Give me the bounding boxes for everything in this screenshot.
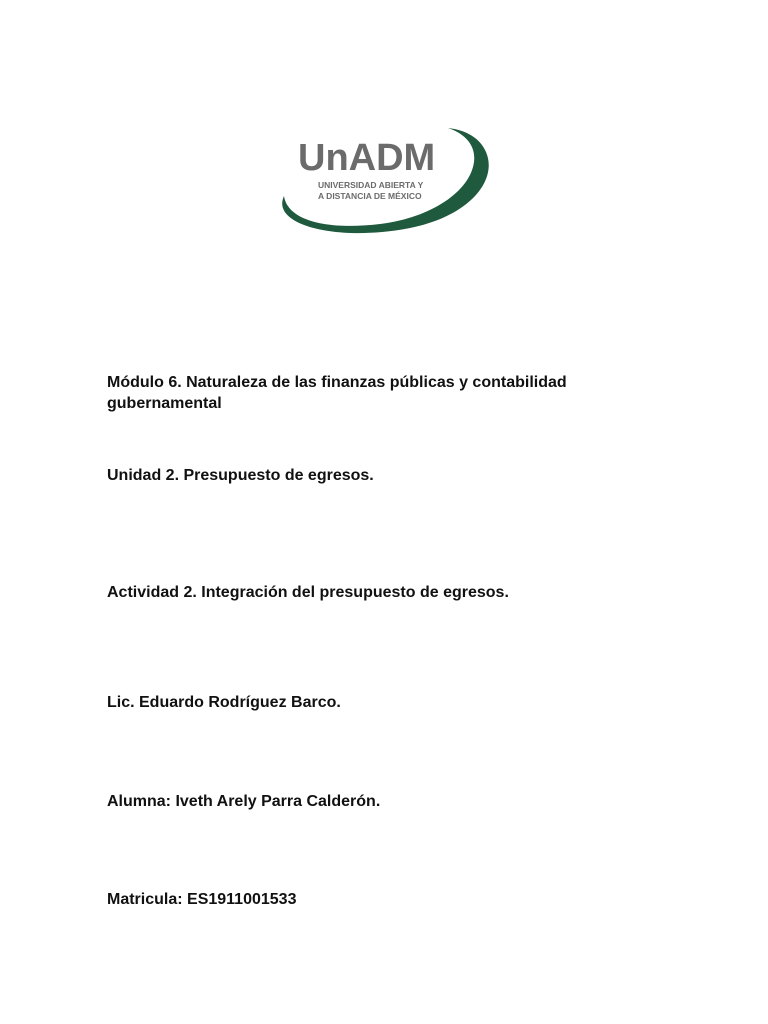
module-title: Módulo 6. Naturaleza de las finanzas públicas y contabilidad gubernamental xyxy=(107,374,567,412)
unit-title: Unidad 2. Presupuesto de egresos. xyxy=(107,467,374,484)
university-logo xyxy=(270,118,500,246)
logo-tagline-line1: UNIVERSIDAD ABIERTA Y xyxy=(318,180,424,190)
activity-title: Actividad 2. Integración del presupuesto de egresos. xyxy=(107,584,509,601)
student-name: Alumna: Iveth Arely Parra Calderón. xyxy=(107,793,381,810)
logo-tagline-line2: A DISTANCIA DE MÉXICO xyxy=(318,191,422,201)
teacher-name: Lic. Eduardo Rodríguez Barco. xyxy=(107,694,341,711)
enrollment-number: Matricula: ES1911001533 xyxy=(107,891,297,908)
logo-brand-text: UnADM xyxy=(298,137,436,179)
unadm-logo-mark xyxy=(270,118,500,246)
